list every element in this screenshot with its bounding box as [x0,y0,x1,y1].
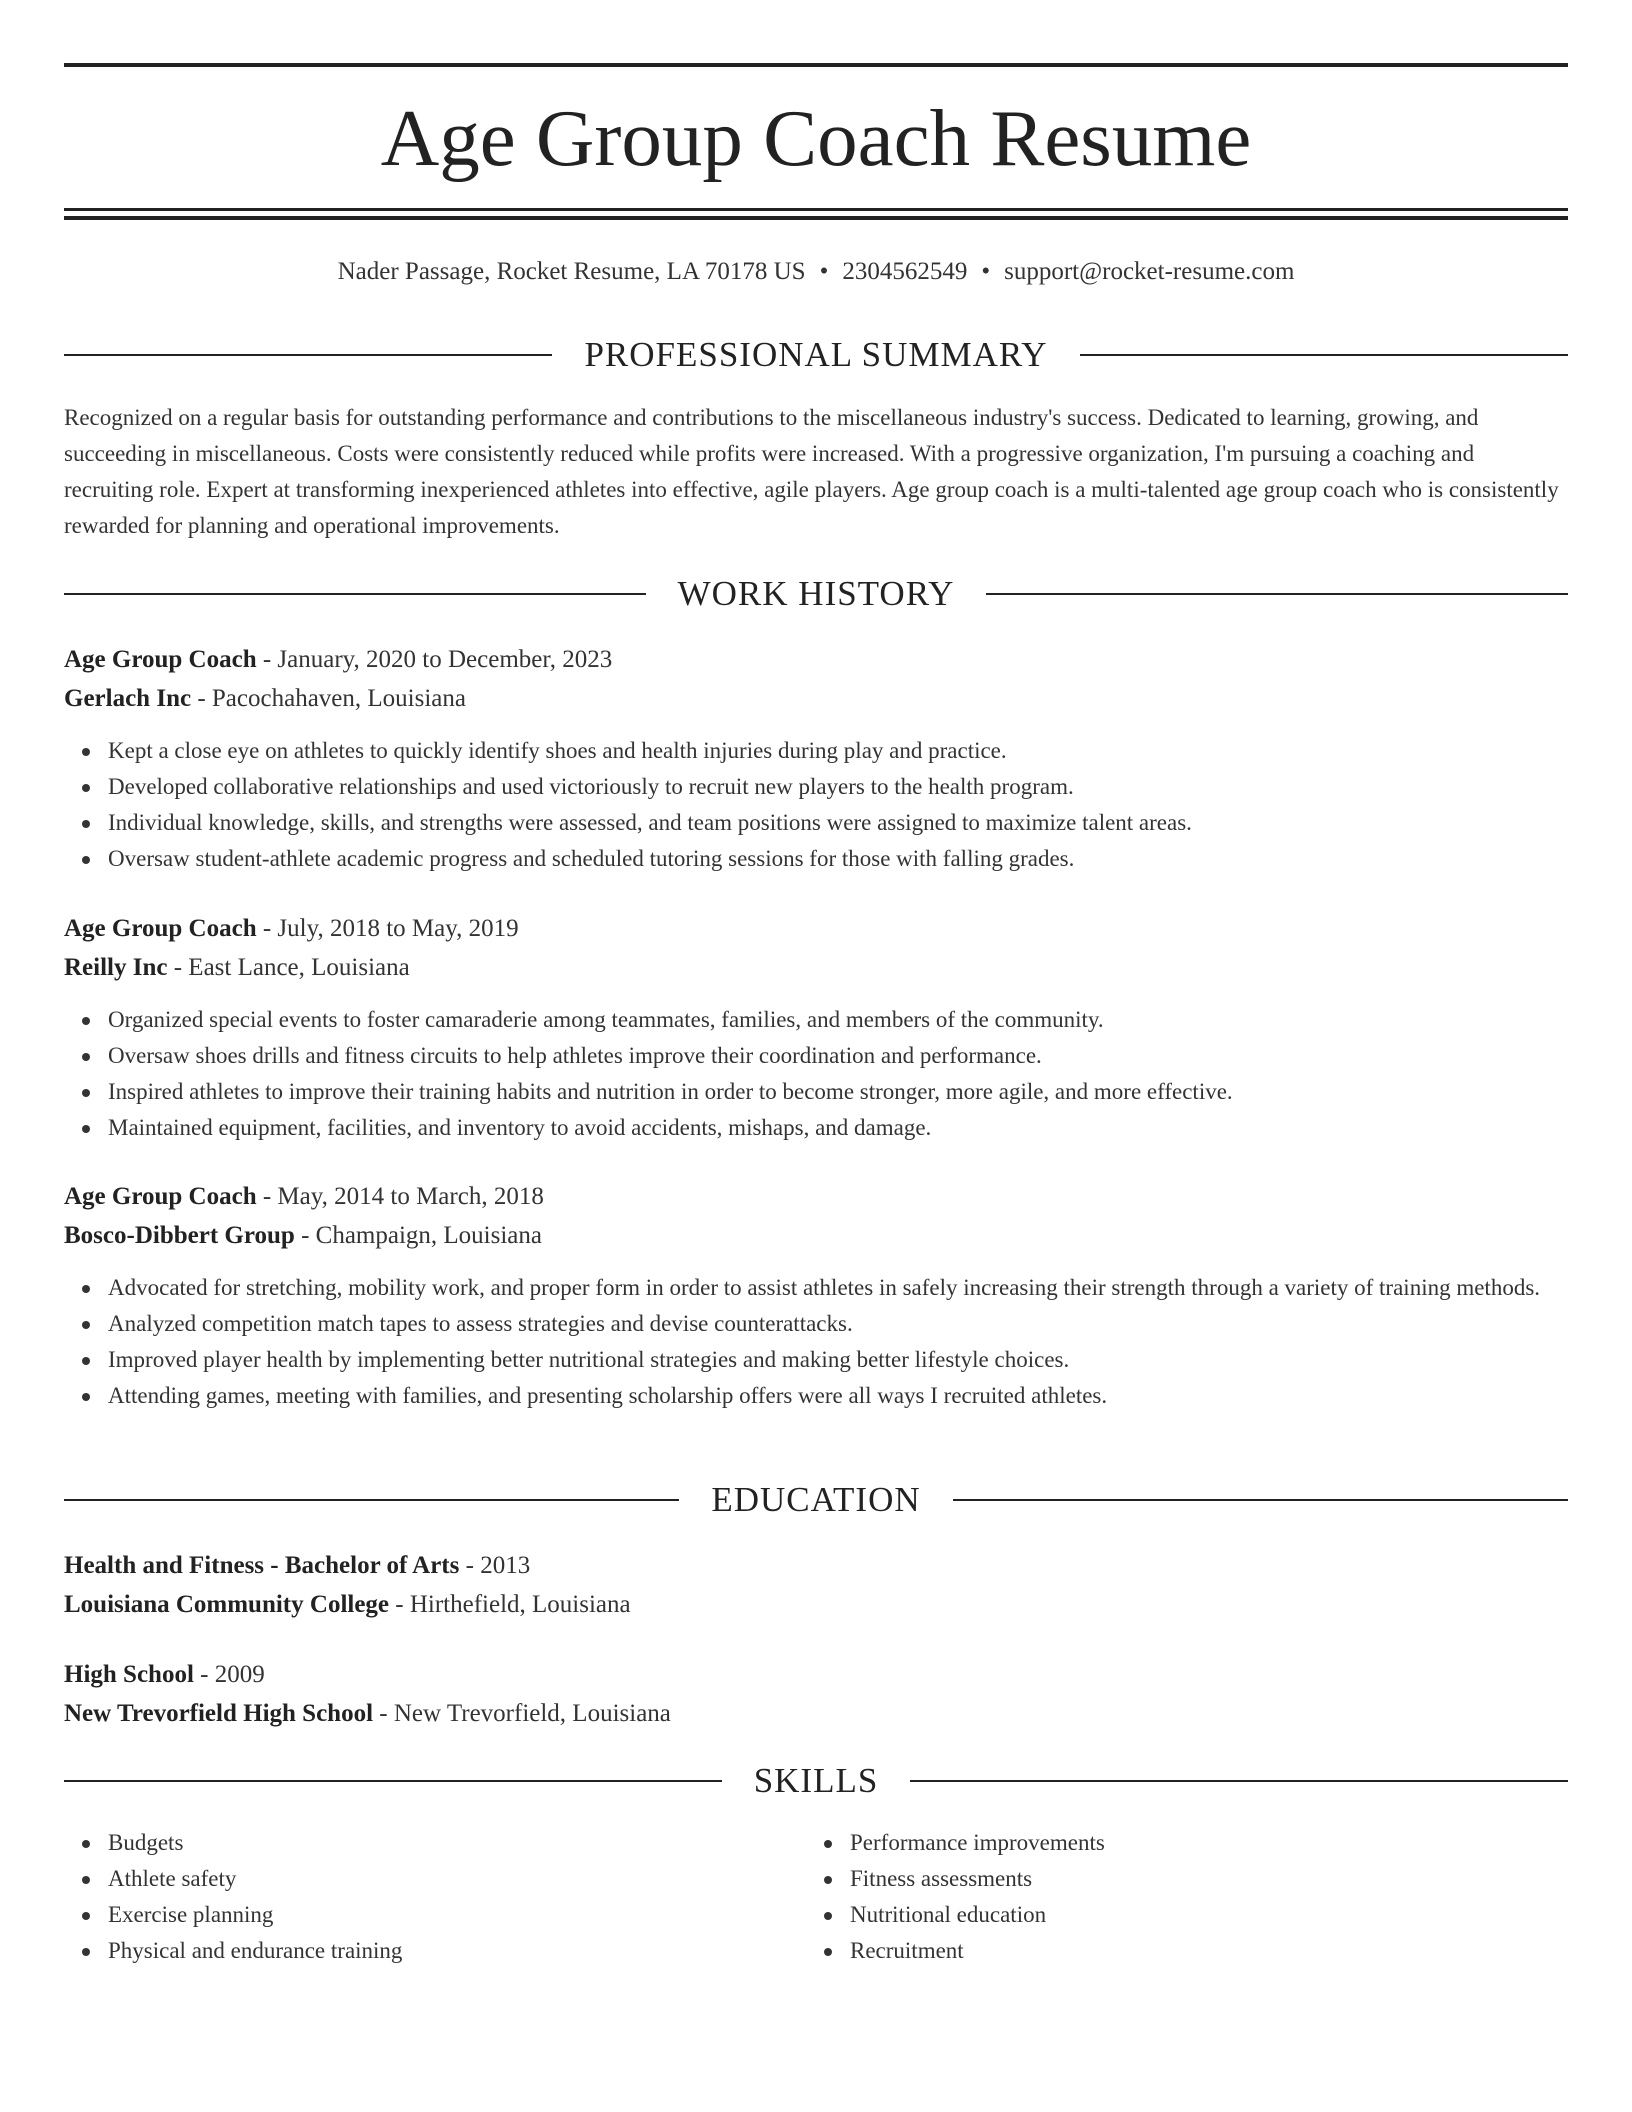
contact-separator: • [819,258,829,285]
education-location: - Hirthefield, Louisiana [389,1591,631,1618]
section-divider [1080,354,1568,356]
title-rule-upper [64,208,1568,211]
job-title-line [64,909,1568,948]
contact-address: Nader Passage, Rocket Resume, LA 70178 US [337,258,806,285]
section-divider [910,1780,1568,1782]
contact-phone: 2304562549 [842,258,968,285]
section-header-summary [64,332,1568,378]
job-dates: - July, 2018 to May, 2019 [256,915,519,942]
list-item: Developed collaborative relationships and used victoriously to recruit new players to the health program. [108,769,1568,805]
job-company-line [64,948,1568,987]
summary-paragraph: Recognized on a regular basis for outstanding performance and contributions to the miscellaneous industry's success. Dedicated to learning, growing, and succeeding in miscellaneous. Costs were consistently reduced while profits were increased. With a progressive organization, I'm pursuing a coaching and recruiting role. Expert at transforming inexperienced athletes into effective, agile players. Age group coach is a multi-talented age group coach who is consistently rewarded for planning and operational improvements. [64,405,1559,538]
education-degree: Health and Fitness - Bachelor of Arts [64,1552,460,1579]
section-header-work [64,571,1568,617]
list-item: Inspired athletes to improve their training habits and nutrition in order to become stronger, more agile, and more effective. [108,1074,1568,1110]
skill-item: Budgets [108,1825,808,1861]
skill-item: Nutritional education [850,1897,1550,1933]
section-divider [64,1780,722,1782]
job-title: Age Group Coach [64,915,257,942]
job-bullets [64,1002,1568,1146]
job-location: - East Lance, Louisiana [167,954,410,981]
education-school-line [64,1585,1568,1624]
education-school: New Trevorfield High School [64,1700,374,1727]
section-title: WORK HISTORY [677,574,955,613]
list-item: Attending games, meeting with families, and presenting scholarship offers were all ways I recruited athletes. [108,1378,1568,1414]
education-year: - 2009 [193,1661,265,1688]
contact-line [64,254,1568,290]
job-company-line [64,679,1568,718]
list-item: Maintained equipment, facilities, and inventory to avoid accidents, mishaps, and damage. [108,1110,1568,1146]
section-divider [64,593,646,595]
job-dates: - January, 2020 to December, 2023 [256,646,613,673]
skill-item: Performance improvements [850,1825,1550,1861]
section-title: PROFESSIONAL SUMMARY [584,335,1048,374]
contact-separator: • [981,258,991,285]
job-title: Age Group Coach [64,1183,257,1210]
section-title: EDUCATION [711,1480,921,1519]
job-company-line [64,1216,1568,1255]
education-degree: High School [64,1661,194,1688]
section-header-skills [64,1758,1568,1804]
job-location: - Champaign, Louisiana [294,1222,542,1249]
list-item: Kept a close eye on athletes to quickly identify shoes and health injuries during play and practice. [108,733,1568,769]
job-title: Age Group Coach [64,646,257,673]
list-item: Individual knowledge, skills, and strengths were assessed, and team positions were assigned to maximize talent areas. [108,805,1568,841]
page-title: Age Group Coach Resume [380,93,1252,183]
section-divider [64,354,552,356]
list-item: Improved player health by implementing better nutritional strategies and making better lifestyle choices. [108,1342,1568,1378]
job-company: Reilly Inc [64,954,168,981]
section-divider [986,593,1568,595]
title-rule-lower [64,216,1568,220]
list-item: Advocated for stretching, mobility work, and proper form in order to assist athletes in safely increasing their strength through a variety of training methods. [108,1270,1568,1306]
skill-item: Fitness assessments [850,1861,1550,1897]
top-rule [64,63,1568,67]
list-item: Oversaw shoes drills and fitness circuits to help athletes improve their coordination and performance. [108,1038,1568,1074]
list-item: Organized special events to foster camaraderie among teammates, families, and members of the community. [108,1002,1568,1038]
education-location: - New Trevorfield, Louisiana [373,1700,671,1727]
section-divider [64,1499,679,1501]
job-title-line [64,1177,1568,1216]
list-item: Analyzed competition match tapes to assess strategies and devise counterattacks. [108,1306,1568,1342]
education-degree-line [64,1655,1568,1694]
education-degree-line [64,1546,1568,1585]
skills-list-right [806,1825,1550,1969]
section-title: SKILLS [753,1761,879,1800]
job-company: Bosco-Dibbert Group [64,1222,295,1249]
skill-item: Athlete safety [108,1861,808,1897]
skill-item: Physical and endurance training [108,1933,808,1969]
skills-list-left [64,1825,808,1969]
job-dates: - May, 2014 to March, 2018 [256,1183,544,1210]
contact-email: support@rocket-resume.com [1004,258,1295,285]
job-bullets [64,1270,1568,1414]
job-title-line [64,640,1568,679]
job-company: Gerlach Inc [64,685,192,712]
section-divider [953,1499,1568,1501]
education-school-line [64,1694,1568,1733]
skill-item: Recruitment [850,1933,1550,1969]
job-location: - Pacochahaven, Louisiana [191,685,466,712]
skill-item: Exercise planning [108,1897,808,1933]
education-year: - 2013 [459,1552,531,1579]
list-item: Oversaw student-athlete academic progress and scheduled tutoring sessions for those with falling grades. [108,841,1568,877]
section-header-education [64,1477,1568,1523]
education-school: Louisiana Community College [64,1591,390,1618]
job-bullets [64,733,1568,877]
